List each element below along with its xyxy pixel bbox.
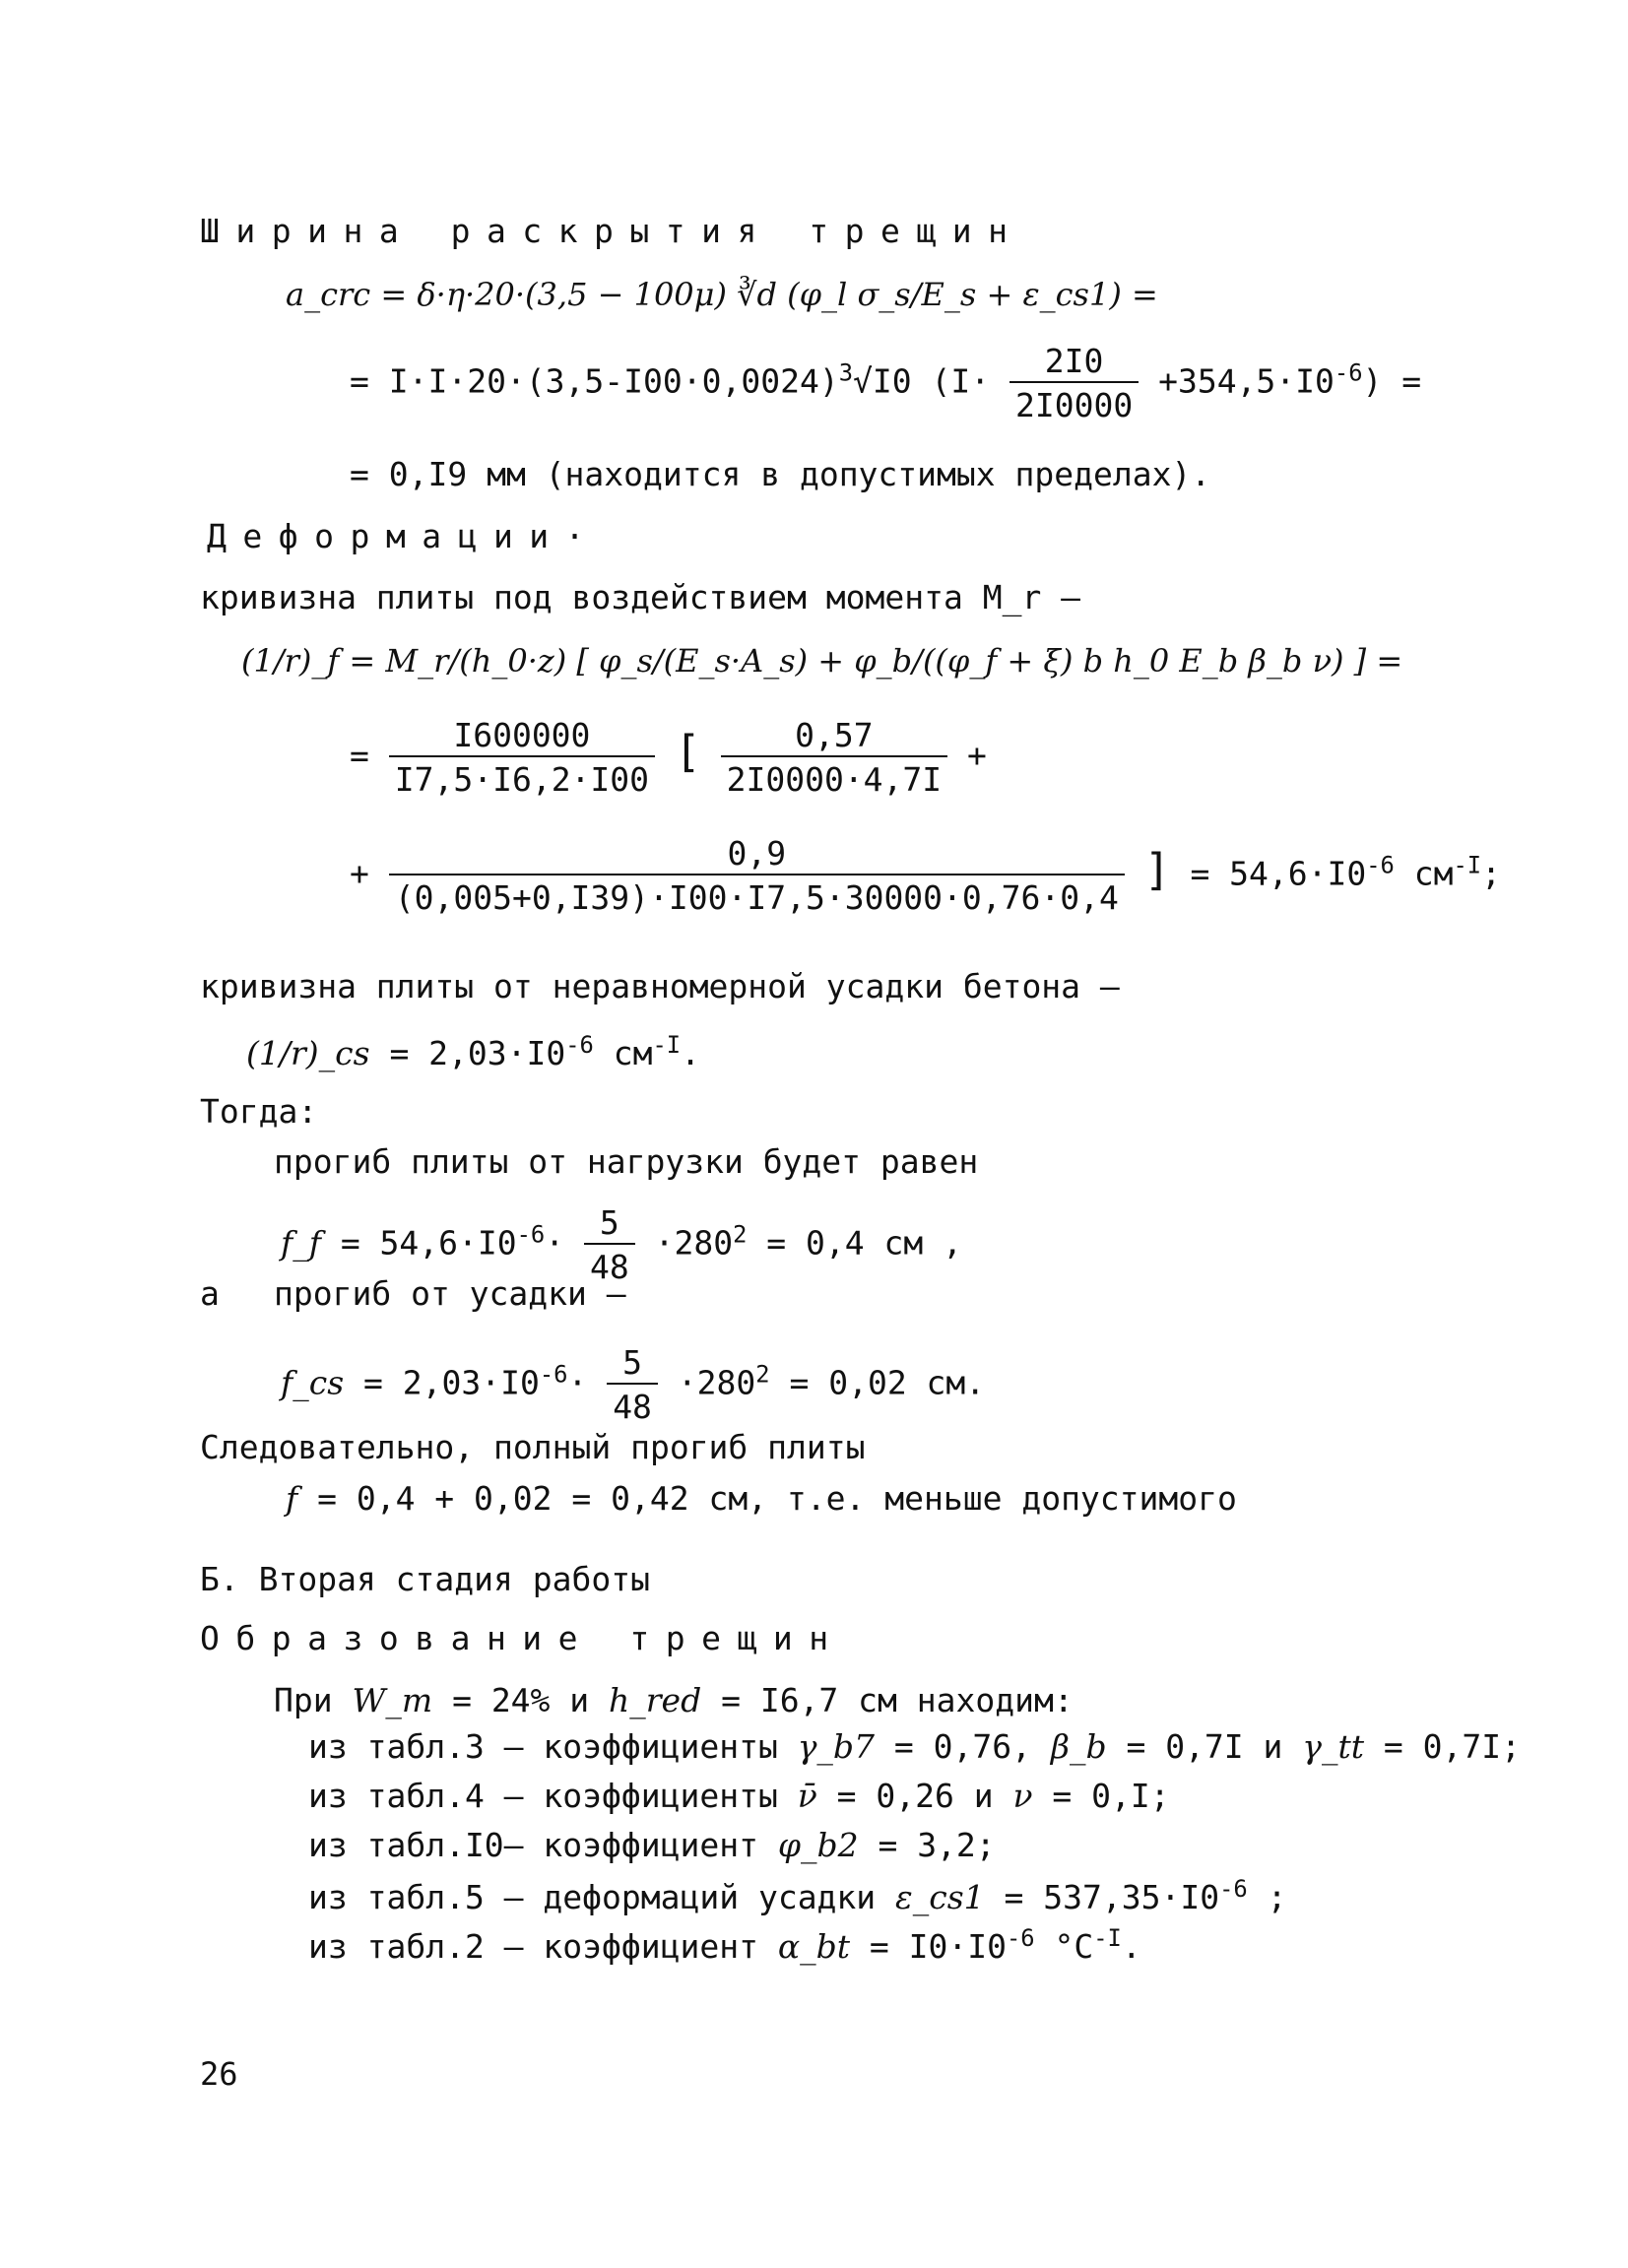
load-eq: = 54,6·I0 [340, 1223, 517, 1263]
table5-pre: из табл.5 – деформаций усадки [308, 1878, 877, 1916]
fraction-denominator: 2I0000 [1009, 381, 1139, 421]
t2-unit: °C [1054, 1927, 1094, 1966]
t3-value-2: = 0,7I и [1126, 1727, 1283, 1766]
t3-symbol-1: γ_b7 [797, 1727, 876, 1766]
t4-symbol-2: ν [1012, 1777, 1033, 1815]
table4-pre: из табл.4 – коэффициенты [308, 1777, 778, 1815]
fraction-denominator: I7,5·I6,2·I00 [389, 755, 655, 796]
load-exponent: -6 [516, 1220, 546, 1249]
total-lhs: f [286, 1479, 298, 1518]
load-result: = 0,4 см , [766, 1223, 962, 1263]
deflection-shrinkage-formula: f_cs = $2,03\cdot I0^{-6}\cdot$ $\frac{5}{48}$ $\cdot 280^2 = 0,02$ см. [281, 1343, 986, 1426]
t3-symbol-2: β_b [1050, 1727, 1107, 1766]
bracket-close: ] [1143, 844, 1171, 896]
deflection-load-intro: прогиб плиты от нагрузки будет равен [274, 1142, 979, 1181]
deflection-shrinkage-intro: прогиб от усадки – [274, 1274, 626, 1313]
crack-width-formula: a_crc = δ·η·20·(3,5 − 100μ) ∛d (φ_l σ_s/E_s + ε_cs1) = [286, 276, 1158, 313]
tail-exponent: -6 [1334, 358, 1363, 387]
table2-pre: из табл.2 – коэффициент [308, 1927, 758, 1966]
t3-value-1: = 0,76, [893, 1727, 1031, 1766]
result-exponent: -6 [1366, 851, 1395, 879]
fraction-denominator: 48 [584, 1243, 635, 1283]
t3-symbol-3: γ_tt [1302, 1727, 1365, 1766]
fraction-numerator: 2I0 [1044, 342, 1104, 380]
shrinkage-deflection-result: = 0,02 см. [789, 1363, 986, 1402]
section-stage2: Б. Вторая стадия работы [200, 1560, 650, 1598]
shrinkage-unit-exponent: -I [652, 1031, 682, 1059]
curvature-substitution [350, 716, 987, 799]
subst-close: ) = [1362, 361, 1422, 401]
table3-line [308, 1727, 1521, 1766]
load-mid: ·280 [654, 1223, 734, 1263]
section-crack-width: Ширина раскрытия трещин [200, 212, 1024, 250]
shrinkage-deflection-exponent: -6 [539, 1360, 568, 1389]
t2-value: = I0·I0 [869, 1927, 1007, 1966]
table4-line [308, 1777, 1170, 1815]
shrinkage-deflection-lhs: f_cs [281, 1363, 345, 1402]
fraction-numerator: 0,57 [795, 716, 874, 754]
table10-pre: из табл.I0– коэффициент [308, 1826, 758, 1864]
table5-line [308, 1875, 1287, 1916]
fraction-denominator: (0,005+0,I39)·I00·I7,5·30000·0,76·0,4 [389, 874, 1125, 914]
plus-sign: + [967, 736, 987, 775]
t2-exponent: -6 [1006, 1924, 1035, 1952]
consequently-text: Следовательно, полный прогиб плиты [200, 1428, 866, 1466]
t4-value-2: = 0,I; [1052, 1777, 1170, 1815]
crack-width-substitution [350, 342, 1422, 424]
t2-end: . [1121, 1927, 1141, 1966]
t10-value: = 3,2; [878, 1826, 996, 1864]
unit-exponent: -I [1453, 851, 1482, 879]
fraction-5-48 [607, 1343, 658, 1426]
cbrt-sign: √ [853, 361, 873, 401]
page-number: 26 [200, 2055, 238, 2093]
shrinkage-exponent: -6 [565, 1031, 594, 1059]
cbrt-arg: I0 [872, 361, 912, 401]
h-value: = I6,7 см находим: [721, 1681, 1074, 1719]
fraction-numerator: 5 [622, 1343, 642, 1382]
plus-sign: + [350, 854, 369, 893]
t3-value-3: = 0,7I; [1383, 1727, 1521, 1766]
conj-a: а [200, 1274, 220, 1313]
total-value: = 0,4 + 0,02 = 0,42 см, т.е. меньше допустимого [317, 1479, 1237, 1518]
curvature-substitution-cont [350, 834, 1501, 917]
w-value: = 24% и [452, 1681, 590, 1719]
shrinkage-intro: кривизна плиты от неравномерной усадки бетона – [200, 967, 1120, 1005]
curvature-intro: кривизна плиты под воздействием момента M_r – [200, 578, 1081, 616]
t4-symbol-1: ν̄ [797, 1777, 817, 1815]
table3-pre: из табл.3 – коэффициенты [308, 1727, 778, 1766]
bracket-open: [ [674, 726, 701, 778]
fraction-5-48 [584, 1203, 635, 1286]
t2-unit-exponent: -I [1093, 1924, 1122, 1952]
section-crack-formation: Образование трещин [200, 1619, 845, 1657]
shrinkage-value: = 2,03·I0 [389, 1034, 566, 1072]
cbrt-index: 3 [838, 358, 854, 387]
section-deformations: Деформации· [207, 517, 602, 555]
curvature-result: = 54,6·I0 [1190, 854, 1367, 893]
fraction-210-210000 [1009, 342, 1139, 424]
fraction-numerator: 0,9 [727, 834, 787, 873]
t5-exponent: -6 [1219, 1875, 1248, 1903]
fraction-concrete [389, 834, 1125, 917]
t2-symbol: α_bt [777, 1927, 851, 1966]
curvature-formula: (1/r)_f = M_r/(h_0·z) [ φ_s/(E_s·A_s) + φ_b/((φ_f + ξ) b h_0 E_b β_b ν) ] = [241, 642, 1403, 680]
fraction-denominator: 48 [607, 1383, 658, 1423]
intro-pre: При [274, 1681, 333, 1719]
deflection-load-formula: f_f = $54,6\cdot I0^{-6}\cdot$ $\frac{5}{48}$ $\cdot 280^2 = 0,4$ см , [281, 1203, 962, 1286]
w-symbol: W_m [352, 1681, 433, 1719]
stage2-intro [274, 1681, 1074, 1719]
then-label: Тогда: [200, 1092, 318, 1131]
crack-width-result: = 0,I9 мм (находится в допустимых пределах). [350, 455, 1211, 493]
line-end: ; [1481, 854, 1501, 893]
shrinkage-deflection-eq: = 2,03·I0 [363, 1363, 540, 1402]
t5-end: ; [1267, 1878, 1287, 1916]
fraction-steel [721, 716, 948, 799]
t10-symbol: φ_b2 [777, 1826, 859, 1864]
h-symbol: h_red [609, 1681, 702, 1719]
shrinkage-unit: см [613, 1034, 653, 1072]
t5-value: = 537,35·I0 [1004, 1878, 1220, 1916]
square-exponent: 2 [755, 1360, 770, 1389]
fraction-moment [389, 716, 655, 799]
fraction-numerator: I600000 [453, 716, 591, 754]
line-end: . [681, 1034, 700, 1072]
table10-line [308, 1826, 996, 1864]
fraction-numerator: 5 [599, 1203, 619, 1242]
t4-value-1: = 0,26 и [836, 1777, 994, 1815]
t5-symbol: ε_cs1 [895, 1878, 985, 1916]
fraction-denominator: 2I0000·4,7I [721, 755, 948, 796]
curvature-unit: см [1413, 854, 1454, 893]
eq-sign: = [350, 736, 389, 775]
shrinkage-curvature [246, 1031, 700, 1072]
subst-tail: +354,5·I0 [1158, 361, 1335, 401]
square-exponent: 2 [733, 1220, 748, 1249]
total-deflection [286, 1479, 1237, 1518]
subst-left: = I·I·20·(3,5-I00·0,0024) [350, 361, 839, 401]
subst-open: (I· [931, 361, 991, 401]
table2-line [308, 1924, 1141, 1966]
shrinkage-deflection-mid: ·280 [677, 1363, 756, 1402]
shrinkage-lhs: (1/r)_cs [246, 1034, 370, 1072]
load-lhs: f_f [281, 1223, 321, 1263]
